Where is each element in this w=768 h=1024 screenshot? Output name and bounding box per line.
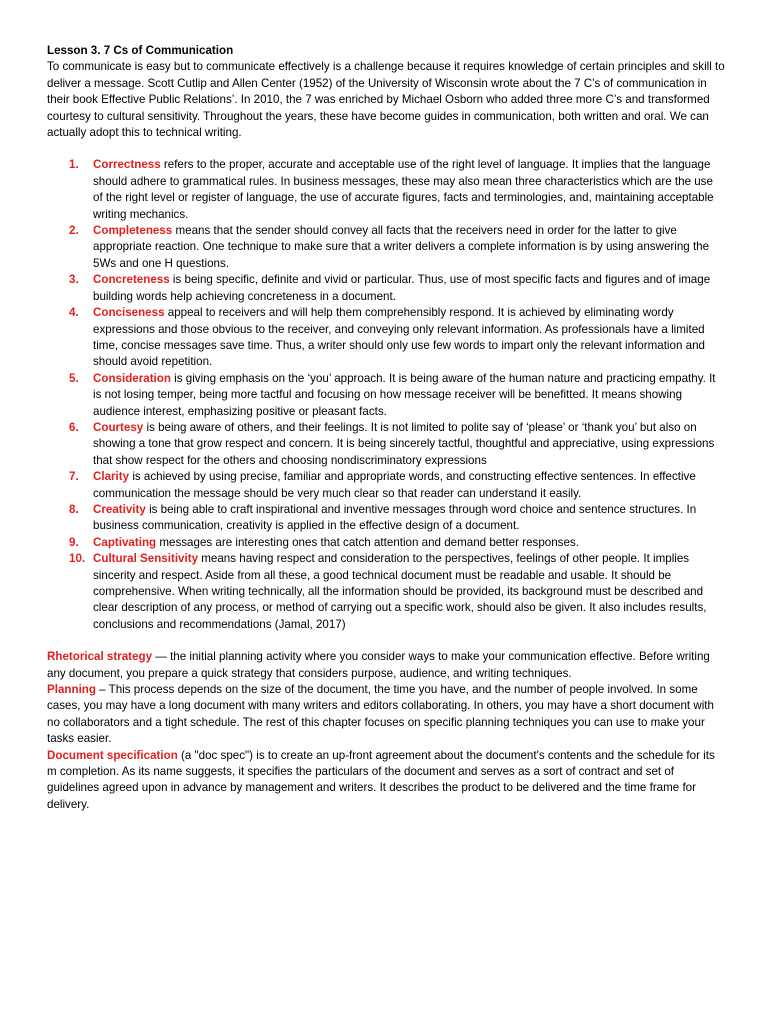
definition-term: Planning bbox=[47, 683, 96, 697]
item-term: Creativity bbox=[93, 502, 146, 516]
item-term: Cultural Sensitivity bbox=[93, 552, 199, 566]
list-item bbox=[47, 502, 725, 535]
list-item bbox=[47, 371, 725, 420]
definition-text: – This process depends on the size of the document, the time you have, and the number of people involved. In some cases, you may have a long document with many writers and editors collaborating. In others, you may have a short document with no collaborators and a tight schedule. The rest of this chapter focuses on specific planning techniques you can use to make your tasks easier. bbox=[47, 683, 714, 746]
definition-term: Document specification bbox=[47, 748, 178, 762]
definition-planning bbox=[47, 682, 725, 748]
definition-text: — the initial planning activity where you consider ways to make your communication effective. Before writing any document, you prepare a quick strategy that considers purpose, audience, and writing techniques. bbox=[47, 650, 710, 680]
list-item bbox=[47, 272, 725, 305]
list-item bbox=[47, 223, 725, 272]
list-item bbox=[47, 551, 725, 633]
item-text: messages are interesting ones that catch attention and demand better responses. bbox=[156, 535, 579, 549]
item-term: Correctness bbox=[93, 158, 161, 172]
item-text: is achieved by using precise, familiar and appropriate words, and constructing effective sentences. In effective communication the message should be very much clear so that reader can understand it easily. bbox=[93, 470, 696, 500]
definition-term: Rhetorical strategy bbox=[47, 650, 153, 664]
item-text: is giving emphasis on the ‘you’ approach. It is being aware of the human nature and practicing empathy. It is not losing temper, being more tactful and focusing on how message receiver will be benefitted. It means showing audience interest, emphasizing positive or pleasant facts. bbox=[93, 371, 716, 418]
list-item bbox=[47, 157, 725, 223]
item-text: means having respect and consideration to the perspectives, feelings of other people. It implies sincerity and respect. Aside from all these, a good technical document must be readable and usable. It should be comprehensive. When writing technically, all the information should be provided, its background must be described and clear description of any process, or method of carrying out a specific work, should also be given. It also includes results, conclusions and recommendations (Jamal, 2017) bbox=[93, 552, 707, 631]
item-text: is being able to craft inspirational and inventive messages through word choice and sentence structures. In business communication, creativity is applied in the effective design of a document. bbox=[93, 502, 697, 533]
item-number: 2. bbox=[69, 224, 79, 238]
item-number: 7. bbox=[69, 470, 79, 484]
item-term: Concreteness bbox=[93, 273, 170, 287]
item-term: Clarity bbox=[93, 470, 130, 484]
item-term: Captivating bbox=[93, 535, 157, 549]
intro-paragraph: To communicate is easy but to communicate effectively is a challenge because it requires knowledge of certain principles and skill to deliver a message. Scott Cutlip and Allen Center (1952) of the University of Wisconsin wrote about the 7 C’s of communication in their book Effective Public Relations’. In 2010, the 7 was enriched by Michael Osborn who added three more C’s and transformed courtesy to cultural sensitivity. Throughout the years, these have become guides in communication, both written and oral. We can actually adopt this to technical writing. bbox=[47, 60, 725, 140]
item-text: appeal to receivers and will help them comprehensibly respond. It is achieved by eliminating wordy expressions and those obvious to the receiver, and conveying only relevant information. As professionals have a limited time, concise messages save time. Thus, a writer should only use few words to impart only the relevant information and should avoid repetition. bbox=[93, 306, 705, 369]
item-number: 3. bbox=[69, 273, 79, 287]
list-item bbox=[47, 469, 725, 502]
list-item bbox=[47, 420, 725, 469]
document-page bbox=[47, 43, 725, 813]
seven-cs-list bbox=[47, 157, 725, 633]
item-term: Consideration bbox=[93, 371, 171, 385]
item-term: Courtesy bbox=[93, 420, 144, 434]
item-number: 8. bbox=[69, 502, 79, 516]
item-number: 4. bbox=[69, 306, 79, 320]
list-item bbox=[47, 535, 725, 551]
definition-text: (a "doc spec") is to create an up-front agreement about the document's contents and the schedule for its m completion. As its name suggests, it specifies the particulars of the document and serves as a sort of contract and set of guidelines agreed upon in advance by management and writers. It describes the product to be delivered and the time frame for delivery. bbox=[47, 748, 715, 811]
definition-document-specification bbox=[47, 748, 725, 814]
item-number: 1. bbox=[69, 158, 79, 172]
definition-rhetorical-strategy bbox=[47, 649, 725, 682]
item-number: 5. bbox=[69, 371, 79, 385]
item-number: 9. bbox=[69, 535, 79, 549]
item-text: is being specific, definite and vivid or particular. Thus, use of most specific facts and figures and of image building words help achieving concreteness in a document. bbox=[93, 273, 711, 303]
item-term: Completeness bbox=[93, 224, 173, 238]
item-number: 6. bbox=[69, 420, 79, 434]
item-text: is being aware of others, and their feelings. It is not limited to polite say of ‘please’ or ‘thank you’ but also on showing a tone that grow respect and concern. It is being sincerely tactful, thoughtful and appreciative, using expressions that show respect for the others and choosing nondiscriminatory expressions bbox=[93, 420, 715, 467]
item-number: 10. bbox=[69, 552, 86, 566]
list-item bbox=[47, 305, 725, 371]
item-text: refers to the proper, accurate and acceptable use of the right level of language. It implies that the language should adhere to grammatical rules. In business messages, these may also mean three characteristics which are the use of the right level or register of language, the use of accurate figures, facts and terminologies, and, maintaining acceptable writing mechanics. bbox=[93, 158, 714, 221]
item-text: means that the sender should convey all facts that the receivers need in order for the latter to give appropriate reaction. One technique to make sure that a writer delivers a complete information is by using answering the 5Ws and one H questions. bbox=[93, 224, 710, 270]
lesson-title: Lesson 3. 7 Cs of Communication bbox=[47, 44, 234, 57]
item-term: Conciseness bbox=[93, 306, 165, 320]
